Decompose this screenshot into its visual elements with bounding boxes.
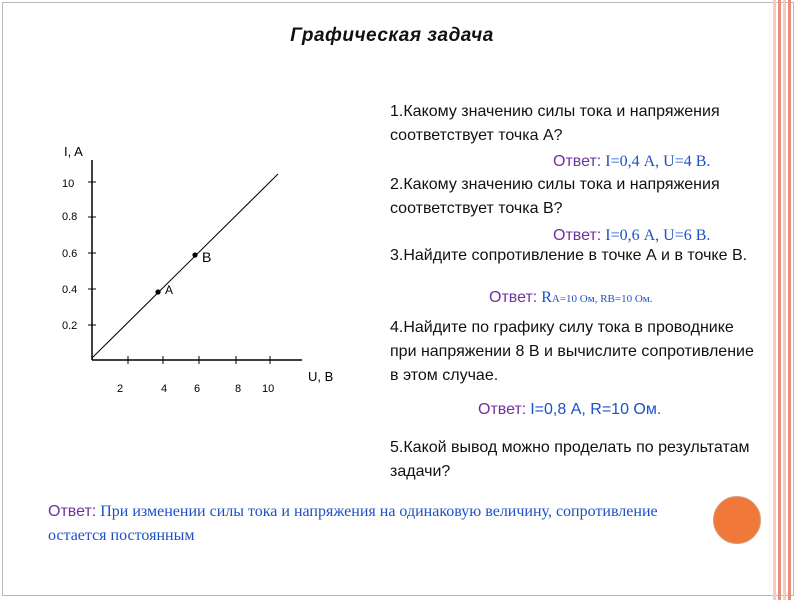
x-tick-label: 6 <box>194 383 201 395</box>
decorative-stripe <box>773 0 776 600</box>
x-ticks <box>117 356 274 395</box>
question-2: 2.Какому значению силы тока и напряжения соответствует точка В? <box>390 176 720 217</box>
decorative-stripe <box>778 0 781 600</box>
final-answer <box>48 500 698 548</box>
x-axis-label: U, B <box>308 369 334 384</box>
answer-label: Ответ: <box>553 153 602 170</box>
point-b-marker <box>192 252 197 257</box>
y-tick-label: 0.8 <box>62 211 78 223</box>
slide-title: Графическая задача <box>290 25 494 46</box>
decorative-stripe <box>788 0 791 600</box>
x-tick-label: 4 <box>161 383 168 395</box>
answer-value: I=0,4 А, U=4 В. <box>605 153 711 170</box>
question-1: 1.Какому значению силы тока и напряжения соответствует точка А? <box>390 103 720 144</box>
answer-value-r: R <box>541 289 552 306</box>
y-tick-label: 0.2 <box>62 320 78 332</box>
decorative-circle <box>713 496 761 544</box>
answer-label: Ответ: <box>478 401 527 418</box>
x-tick-label: 10 <box>262 383 275 395</box>
answer-value: I=0,8 А, R=10 Ом. <box>530 401 662 418</box>
x-tick-label: 8 <box>235 383 242 395</box>
x-tick-label: 2 <box>117 383 124 395</box>
decorative-stripe <box>783 0 786 600</box>
answer-1 <box>553 153 710 171</box>
answer-value: I=0,6 А, U=6 В. <box>605 227 711 244</box>
answer-label: Ответ: <box>489 289 538 306</box>
answer-label: Ответ: <box>553 227 602 244</box>
current-voltage-graph <box>50 130 360 410</box>
y-ticks <box>62 178 96 332</box>
y-tick-label: 10 <box>62 178 75 190</box>
answer-2 <box>553 227 710 245</box>
question-4: 4.Найдите по графику силу тока в проводнике при напряжении 8 В и вычислите сопротивление в этом случае. <box>390 319 754 384</box>
y-tick-label: 0.6 <box>62 248 78 260</box>
point-b-label: B <box>202 249 212 265</box>
point-a-marker <box>155 289 160 294</box>
question-3: 3.Найдите сопротивление в точке А и в точке В. <box>390 247 748 264</box>
point-a-label: A <box>165 283 174 297</box>
y-axis-label: I, A <box>64 144 83 159</box>
answer-value-rest: A=10 Ом, RB=10 Ом. <box>551 293 653 305</box>
y-tick-label: 0.4 <box>62 284 78 296</box>
answer-label: Ответ: <box>48 503 97 520</box>
final-answer-text: При изменении силы тока и напряжения на одинаковую величину, сопротивление остается постоянным <box>48 503 658 544</box>
question-5: 5.Какой вывод можно проделать по результатам задачи? <box>390 439 750 480</box>
graph-line <box>92 174 278 358</box>
answer-4 <box>478 401 661 419</box>
answer-3 <box>489 289 653 307</box>
